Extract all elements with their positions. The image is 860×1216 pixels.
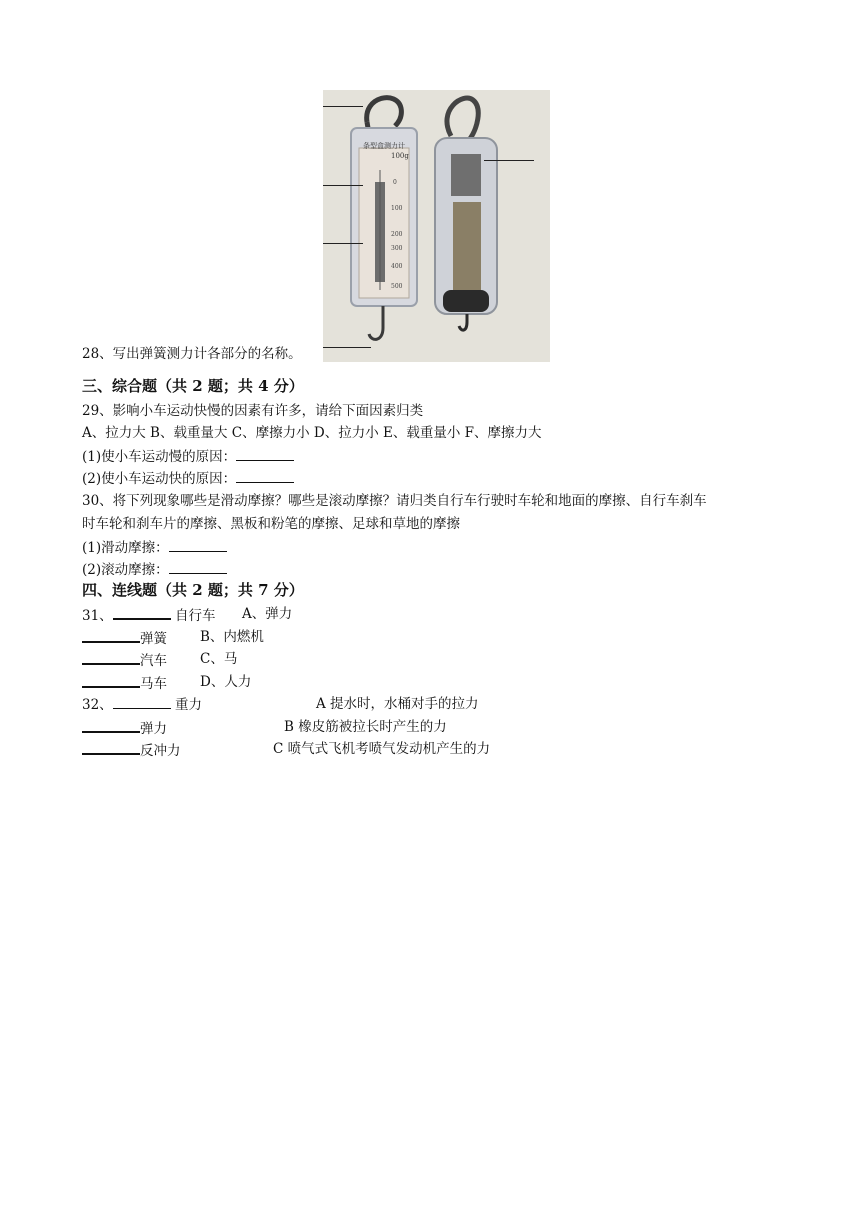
- section-3-heading: 三、综合题（共 2 题；共 4 分）: [82, 377, 304, 395]
- leader-line: [323, 347, 371, 348]
- question-31-row: 汽车: [82, 649, 167, 671]
- leader-line: [323, 106, 363, 107]
- leader-line: [484, 160, 534, 161]
- answer-blank[interactable]: [82, 717, 140, 733]
- question-32-option: A 提水时，水桶对手的拉力: [316, 696, 479, 712]
- question-32-row: 32、 重力: [82, 694, 202, 715]
- question-29-sub2: (2)使小车运动快的原因：: [82, 468, 294, 489]
- question-31-option: B、内燃机: [200, 629, 264, 645]
- question-31-option: C、马: [200, 651, 238, 667]
- question-32-row: 反冲力: [82, 739, 181, 761]
- tick-100: 100: [391, 205, 403, 212]
- question-32-row: 弹力: [82, 717, 167, 739]
- section-4-heading: 四、连线题（共 2 题；共 7 分）: [82, 581, 304, 599]
- answer-blank[interactable]: [113, 694, 171, 709]
- answer-blank[interactable]: [169, 537, 227, 552]
- question-30-sub1: (1)滑动摩擦：: [82, 537, 227, 558]
- answer-blank[interactable]: [169, 559, 227, 574]
- question-32-option: C 喷气式飞机考喷气发动机产生的力: [273, 741, 491, 757]
- question-29-stem: 29、影响小车运动快慢的因素有许多，请给下面因素归类: [82, 403, 424, 419]
- tick-400: 400: [391, 263, 403, 270]
- answer-blank[interactable]: [82, 739, 140, 755]
- leader-line: [323, 243, 363, 244]
- spring-scale-photo: [323, 90, 550, 362]
- tick-500: 500: [391, 283, 403, 290]
- question-28: 28、写出弹簧测力计各部分的名称。: [82, 346, 302, 362]
- question-29-options: A、拉力大 B、载重量大 C、摩擦力小 D、拉力小 E、载重量小 F、摩擦力大: [82, 425, 542, 441]
- answer-blank[interactable]: [82, 627, 140, 643]
- answer-blank[interactable]: [82, 672, 140, 688]
- tick-300: 300: [391, 245, 403, 252]
- answer-blank[interactable]: [236, 446, 294, 461]
- question-31-row: 弹簧: [82, 627, 167, 649]
- question-31-row: 马车: [82, 672, 167, 694]
- scale-capacity: 100g: [391, 152, 409, 160]
- answer-blank[interactable]: [113, 604, 171, 620]
- question-31-row: 31、 自行车: [82, 604, 215, 626]
- tick-200: 200: [391, 231, 403, 238]
- answer-blank[interactable]: [82, 649, 140, 665]
- question-30-sub2: (2)滚动摩擦：: [82, 559, 227, 580]
- question-32-option: B 橡皮筋被拉长时产生的力: [284, 719, 447, 735]
- question-30-line1: 30、将下列现象哪些是滑动摩擦？哪些是滚动摩擦？请归类自行车行驶时车轮和地面的摩擦、自行车刹车: [82, 493, 707, 509]
- question-29-sub1: (1)使小车运动慢的原因：: [82, 446, 294, 467]
- answer-blank[interactable]: [236, 468, 294, 483]
- question-31-option: A、弹力: [242, 606, 293, 622]
- question-31-option: D、人力: [200, 674, 252, 690]
- svg-text:0: 0: [393, 179, 397, 186]
- leader-line: [323, 185, 363, 186]
- question-30-line2: 时车轮和刹车片的摩擦、黑板和粉笔的摩擦、足球和草地的摩擦: [82, 516, 460, 532]
- scale-brand-label: 条型盒测力计: [363, 142, 405, 150]
